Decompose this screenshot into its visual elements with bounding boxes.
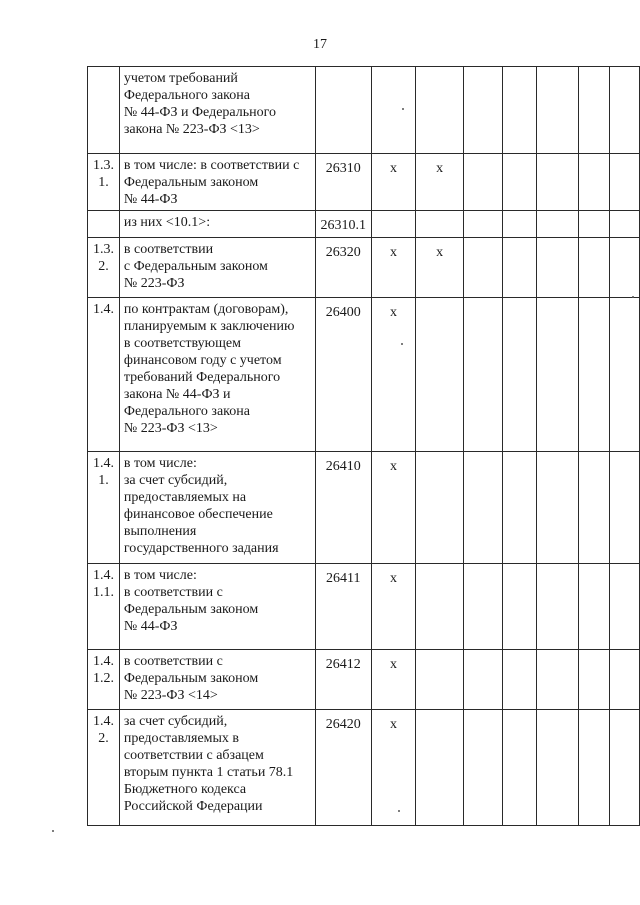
column-8-cell bbox=[537, 211, 579, 238]
row-code-text: 26320 bbox=[325, 245, 361, 260]
page-number: 17 bbox=[313, 37, 327, 52]
column-7-cell bbox=[503, 154, 537, 211]
row-description-cell bbox=[119, 710, 315, 826]
column-5-cell bbox=[416, 67, 464, 154]
row-code-cell bbox=[315, 67, 371, 154]
column-7-cell bbox=[503, 710, 537, 826]
column-4-text: x bbox=[390, 459, 398, 474]
column-9-cell bbox=[578, 211, 610, 238]
column-8-cell bbox=[537, 154, 579, 211]
column-5-cell bbox=[416, 452, 464, 564]
row-description-text: в соответствии с Федеральным законом № 223-ФЗ <14> bbox=[123, 654, 259, 703]
scan-speck bbox=[398, 810, 400, 812]
row-code-text: 26412 bbox=[325, 657, 361, 672]
column-10-cell bbox=[610, 710, 640, 826]
column-9-cell bbox=[578, 564, 610, 650]
row-description-text: в том числе: за счет субсидий, предоставляемых на финансовое обеспечение выполнения государственного задания bbox=[123, 456, 279, 556]
column-5-cell bbox=[416, 238, 464, 298]
row-description-cell bbox=[119, 211, 315, 238]
column-10-cell bbox=[610, 298, 640, 452]
row-code-text: 26310.1 bbox=[320, 218, 367, 233]
column-6-cell bbox=[463, 564, 503, 650]
column-5-text: x bbox=[436, 161, 444, 176]
column-9-cell bbox=[578, 67, 610, 154]
row-description-text: учетом требований Федерального закона № 44-ФЗ и Федерального закона № 223-ФЗ <13> bbox=[123, 71, 276, 137]
column-7-cell bbox=[503, 452, 537, 564]
row-description-text: за счет субсидий, предоставляемых в соответствии с абзацем вторым пункта 1 статьи 78.1 Бюджетного кодекса Российской Федерации bbox=[123, 714, 294, 814]
column-6-cell bbox=[463, 211, 503, 238]
column-8-cell bbox=[537, 67, 579, 154]
column-6-cell bbox=[463, 67, 503, 154]
row-description-cell bbox=[119, 564, 315, 650]
column-10-cell bbox=[610, 67, 640, 154]
column-4-cell bbox=[371, 452, 416, 564]
row-description-text: по контрактам (договорам), планируемым к заключению в соответствующем финансовом году с учетом требований Федерального закона № 44-ФЗ и Федерального закона № 223-ФЗ <13> bbox=[123, 302, 295, 436]
column-5-cell bbox=[416, 211, 464, 238]
column-9-cell bbox=[578, 452, 610, 564]
column-7-cell bbox=[503, 238, 537, 298]
column-9-cell bbox=[578, 650, 610, 710]
row-number-cell bbox=[88, 298, 120, 452]
row-number-cell bbox=[88, 238, 120, 298]
column-4-cell bbox=[371, 238, 416, 298]
column-10-cell bbox=[610, 211, 640, 238]
row-description-cell bbox=[119, 238, 315, 298]
column-7-cell bbox=[503, 298, 537, 452]
column-10-cell bbox=[610, 154, 640, 211]
table-row bbox=[88, 452, 640, 564]
table-row bbox=[88, 154, 640, 211]
row-number-cell bbox=[88, 211, 120, 238]
column-6-cell bbox=[463, 298, 503, 452]
column-8-cell bbox=[537, 238, 579, 298]
budget-table bbox=[87, 66, 640, 826]
row-code-text: 26420 bbox=[325, 717, 361, 732]
column-10-cell bbox=[610, 452, 640, 564]
table-row bbox=[88, 564, 640, 650]
column-8-cell bbox=[537, 564, 579, 650]
column-9-cell bbox=[578, 154, 610, 211]
row-number-cell bbox=[88, 452, 120, 564]
column-5-cell bbox=[416, 710, 464, 826]
column-4-cell bbox=[371, 650, 416, 710]
row-code-cell bbox=[315, 211, 371, 238]
column-9-cell bbox=[578, 238, 610, 298]
row-code-text: 26410 bbox=[325, 459, 361, 474]
column-4-cell bbox=[371, 564, 416, 650]
table-row bbox=[88, 298, 640, 452]
column-6-cell bbox=[463, 238, 503, 298]
row-description-text: в соответствии с Федеральным законом № 223-ФЗ bbox=[123, 242, 268, 291]
column-6-cell bbox=[463, 710, 503, 826]
column-6-cell bbox=[463, 650, 503, 710]
row-number-cell bbox=[88, 154, 120, 211]
row-code-text: 26411 bbox=[326, 571, 361, 586]
column-4-text: x bbox=[390, 657, 398, 672]
column-4-text: x bbox=[390, 305, 398, 320]
column-5-cell bbox=[416, 154, 464, 211]
row-code-cell bbox=[315, 452, 371, 564]
column-8-cell bbox=[537, 650, 579, 710]
scan-speck bbox=[401, 343, 403, 345]
table-row bbox=[88, 650, 640, 710]
column-6-cell bbox=[463, 452, 503, 564]
row-code-cell bbox=[315, 154, 371, 211]
column-6-cell bbox=[463, 154, 503, 211]
row-number-text: 1.4. 1.1. bbox=[92, 568, 114, 600]
column-5-cell bbox=[416, 650, 464, 710]
table-row bbox=[88, 710, 640, 826]
row-number-cell bbox=[88, 710, 120, 826]
row-number-text: 1.3. 2. bbox=[92, 242, 114, 274]
column-7-cell bbox=[503, 211, 537, 238]
column-4-text: x bbox=[390, 571, 398, 586]
row-description-cell bbox=[119, 452, 315, 564]
column-4-cell bbox=[371, 154, 416, 211]
column-9-cell bbox=[578, 298, 610, 452]
column-7-cell bbox=[503, 564, 537, 650]
row-number-text: 1.4. 2. bbox=[92, 714, 114, 746]
column-4-text: x bbox=[390, 245, 398, 260]
row-description-cell bbox=[119, 650, 315, 710]
table-row bbox=[88, 67, 640, 154]
row-number-cell bbox=[88, 67, 120, 154]
column-5-cell bbox=[416, 298, 464, 452]
row-code-cell bbox=[315, 564, 371, 650]
column-4-cell bbox=[371, 211, 416, 238]
row-code-cell bbox=[315, 238, 371, 298]
row-description-cell bbox=[119, 154, 315, 211]
row-code-cell bbox=[315, 710, 371, 826]
column-7-cell bbox=[503, 650, 537, 710]
column-4-cell bbox=[371, 710, 416, 826]
column-5-cell bbox=[416, 564, 464, 650]
column-4-text: x bbox=[390, 161, 398, 176]
row-description-text: из них <10.1>: bbox=[123, 215, 211, 230]
column-4-cell bbox=[371, 67, 416, 154]
scan-speck bbox=[632, 296, 634, 298]
row-description-cell bbox=[119, 67, 315, 154]
row-number-text: 1.4. bbox=[92, 302, 114, 317]
column-4-text: x bbox=[390, 717, 398, 732]
row-code-cell bbox=[315, 650, 371, 710]
row-description-cell bbox=[119, 298, 315, 452]
column-4-cell bbox=[371, 298, 416, 452]
column-8-cell bbox=[537, 452, 579, 564]
row-description-text: в том числе: в соответствии с Федеральным законом № 44-ФЗ bbox=[123, 568, 259, 634]
row-code-text: 26400 bbox=[325, 305, 361, 320]
column-8-cell bbox=[537, 710, 579, 826]
scan-speck bbox=[402, 108, 404, 110]
row-description-text: в том числе: в соответствии с Федеральным законом № 44-ФЗ bbox=[123, 158, 300, 207]
table-row bbox=[88, 211, 640, 238]
row-code-cell bbox=[315, 298, 371, 452]
column-7-cell bbox=[503, 67, 537, 154]
row-number-cell bbox=[88, 650, 120, 710]
row-number-cell bbox=[88, 564, 120, 650]
column-10-cell bbox=[610, 650, 640, 710]
row-code-text: 26310 bbox=[325, 161, 361, 176]
column-10-cell bbox=[610, 564, 640, 650]
row-number-text: 1.4. 1.2. bbox=[92, 654, 114, 686]
row-number-text: 1.4. 1. bbox=[92, 456, 114, 488]
scan-speck bbox=[52, 830, 54, 832]
column-5-text: x bbox=[436, 245, 444, 260]
row-number-text: 1.3. 1. bbox=[92, 158, 114, 190]
column-10-cell bbox=[610, 238, 640, 298]
table-row bbox=[88, 238, 640, 298]
column-8-cell bbox=[537, 298, 579, 452]
column-9-cell bbox=[578, 710, 610, 826]
